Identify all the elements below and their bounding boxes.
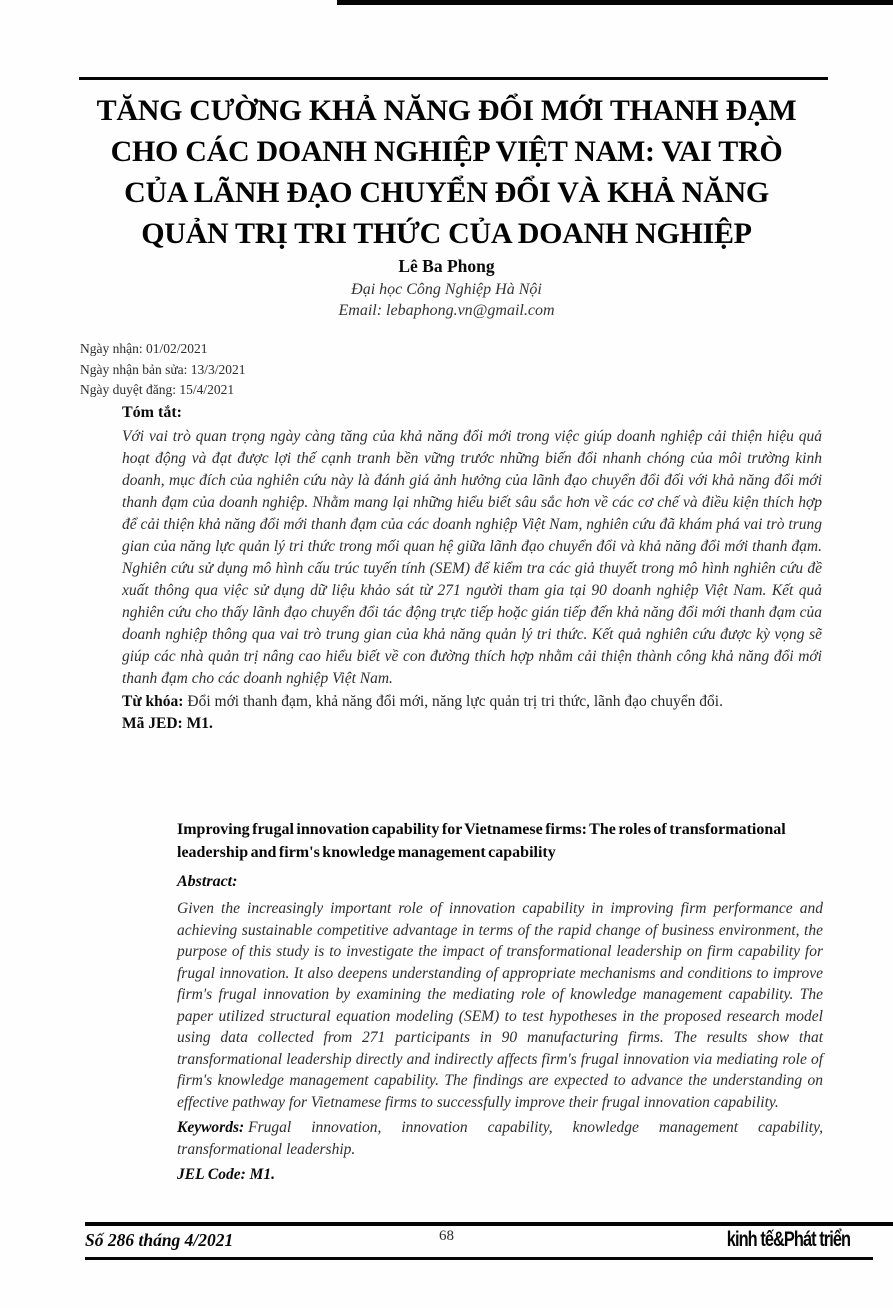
footer-bottom-rule xyxy=(85,1257,873,1260)
article-title-english xyxy=(177,818,823,864)
author-block xyxy=(0,256,893,320)
vn-keywords-label: Từ khóa: xyxy=(122,693,184,710)
page-number: 68 xyxy=(439,1228,454,1244)
vn-abstract-heading: Tóm tắt: xyxy=(122,404,182,421)
article-title-line: TĂNG CƯỜNG KHẢ NĂNG ĐỔI MỚI THANH ĐẠM xyxy=(96,94,797,127)
en-abstract-heading: Abstract: xyxy=(177,873,238,890)
footer-issue-label: Số 286 tháng 4/2021 xyxy=(85,1230,234,1250)
english-abstract-section xyxy=(177,818,823,1184)
date-revised: Ngày nhận bản sửa: 13/3/2021 xyxy=(80,361,246,377)
vn-keywords xyxy=(122,691,822,713)
author-affiliation: Đại học Công Nghiệp Hà Nội xyxy=(351,281,542,298)
en-keywords-text: Frugal innovation, innovation capability, knowledge management capability, transformational leadership. xyxy=(177,1119,823,1158)
footer-top-rule xyxy=(85,1222,893,1226)
en-title-line: Improving frugal innovation capability for Vietnamese firms: The roles of transformational xyxy=(177,821,786,838)
article-title-line: QUẢN TRỊ TRI THỨC CỦA DOANH NGHIỆP xyxy=(141,217,752,250)
header-divider-rule xyxy=(79,77,828,80)
vn-jel-code: Mã JED: M1. xyxy=(122,715,213,732)
en-keywords-label: Keywords: xyxy=(177,1119,245,1136)
en-jel-code: JEL Code: M1. xyxy=(177,1166,276,1183)
date-received: Ngày nhận: 01/02/2021 xyxy=(80,341,208,356)
en-keywords xyxy=(177,1117,823,1161)
vn-keywords-text: Đổi mới thanh đạm, khả năng đổi mới, năng lực quản trị tri thức, lãnh đạo chuyển đổi. xyxy=(187,693,723,710)
en-abstract-text: Given the increasingly important role of innovation capability in improving firm performance and achieving sustainable competitive advantage in terms of the rapid change of business environment, the purpose of this study is to investigate the impact of transformational leadership on firm capability for frugal innovation. It also deepens understanding of appropriate mechanisms and conditions to improve firm's frugal innovation by examining the mediating role of knowledge management capability. The paper utilized structural equation modeling (SEM) to test hypotheses in the proposed research model using data collected from 271 participants in 90 manufacturing firms. The results show that transformational leadership directly and indirectly affects firm's frugal innovation via mediating role of firm's knowledge management capability. The findings are expected to advance the understanding on effective pathway for Vietnamese firms to successfully improve their frugal innovation capability. xyxy=(177,900,823,1111)
article-title-vietnamese xyxy=(48,90,845,254)
journal-logo: kinh tế&Phát triển xyxy=(726,1228,850,1251)
author-email: Email: lebaphong.vn@gmail.com xyxy=(338,302,555,319)
author-name: Lê Ba Phong xyxy=(398,256,495,276)
en-title-line: leadership and firm's knowledge management capability xyxy=(177,844,556,861)
article-title-line: CHO CÁC DOANH NGHIỆP VIỆT NAM: VAI TRÒ xyxy=(110,135,783,168)
vietnamese-abstract-section xyxy=(122,404,822,733)
top-edge-bar xyxy=(337,0,893,5)
submission-dates xyxy=(80,339,246,401)
article-title-line: CỦA LÃNH ĐẠO CHUYỂN ĐỔI VÀ KHẢ NĂNG xyxy=(124,176,769,209)
date-accepted: Ngày duyệt đăng: 15/4/2021 xyxy=(80,382,235,397)
vn-abstract-text: Với vai trò quan trọng ngày càng tăng của khả năng đổi mới trong việc giúp doanh nghiệp cải thiện hiệu quả hoạt động và đạt được lợi thế cạnh tranh bền vững trước những biến đổi nhanh chóng của môi trường kinh doanh, mục đích của nghiên cứu này là đánh giá ảnh hưởng của lãnh đạo chuyển đổi đối với khả năng đổi mới thanh đạm của doanh nghiệp. Nhằm mang lại những hiểu biết sâu sắc hơn về các cơ chế và điều kiện thích hợp để cải thiện khả năng đổi mới thanh đạm của các doanh nghiệp Việt Nam, nghiên cứu đã khám phá vai trò trung gian của năng lực quản lý tri thức trong mối quan hệ giữa lãnh đạo chuyển đổi và khả năng đổi mới thanh đạm. Nghiên cứu sử dụng mô hình cấu trúc tuyến tính (SEM) để kiểm tra các giả thuyết trong mô hình nghiên cứu đề xuất thông qua việc sử dụng dữ liệu khảo sát từ 271 người tham gia tại 90 doanh nghiệp Việt Nam. Kết quả nghiên cứu cho thấy lãnh đạo chuyển đổi tác động trực tiếp hoặc gián tiếp đến khả năng đổi mới thanh đạm của doanh nghiệp thông qua vai trò trung gian của khả năng quản lý tri thức. Kết quả nghiên cứu được kỳ vọng sẽ giúp các nhà quản trị nâng cao hiểu biết về con đường thích hợp nhằm cải thiện thành công khả năng đổi mới thanh đạm cho các doanh nghiệp Việt Nam. xyxy=(122,428,822,687)
